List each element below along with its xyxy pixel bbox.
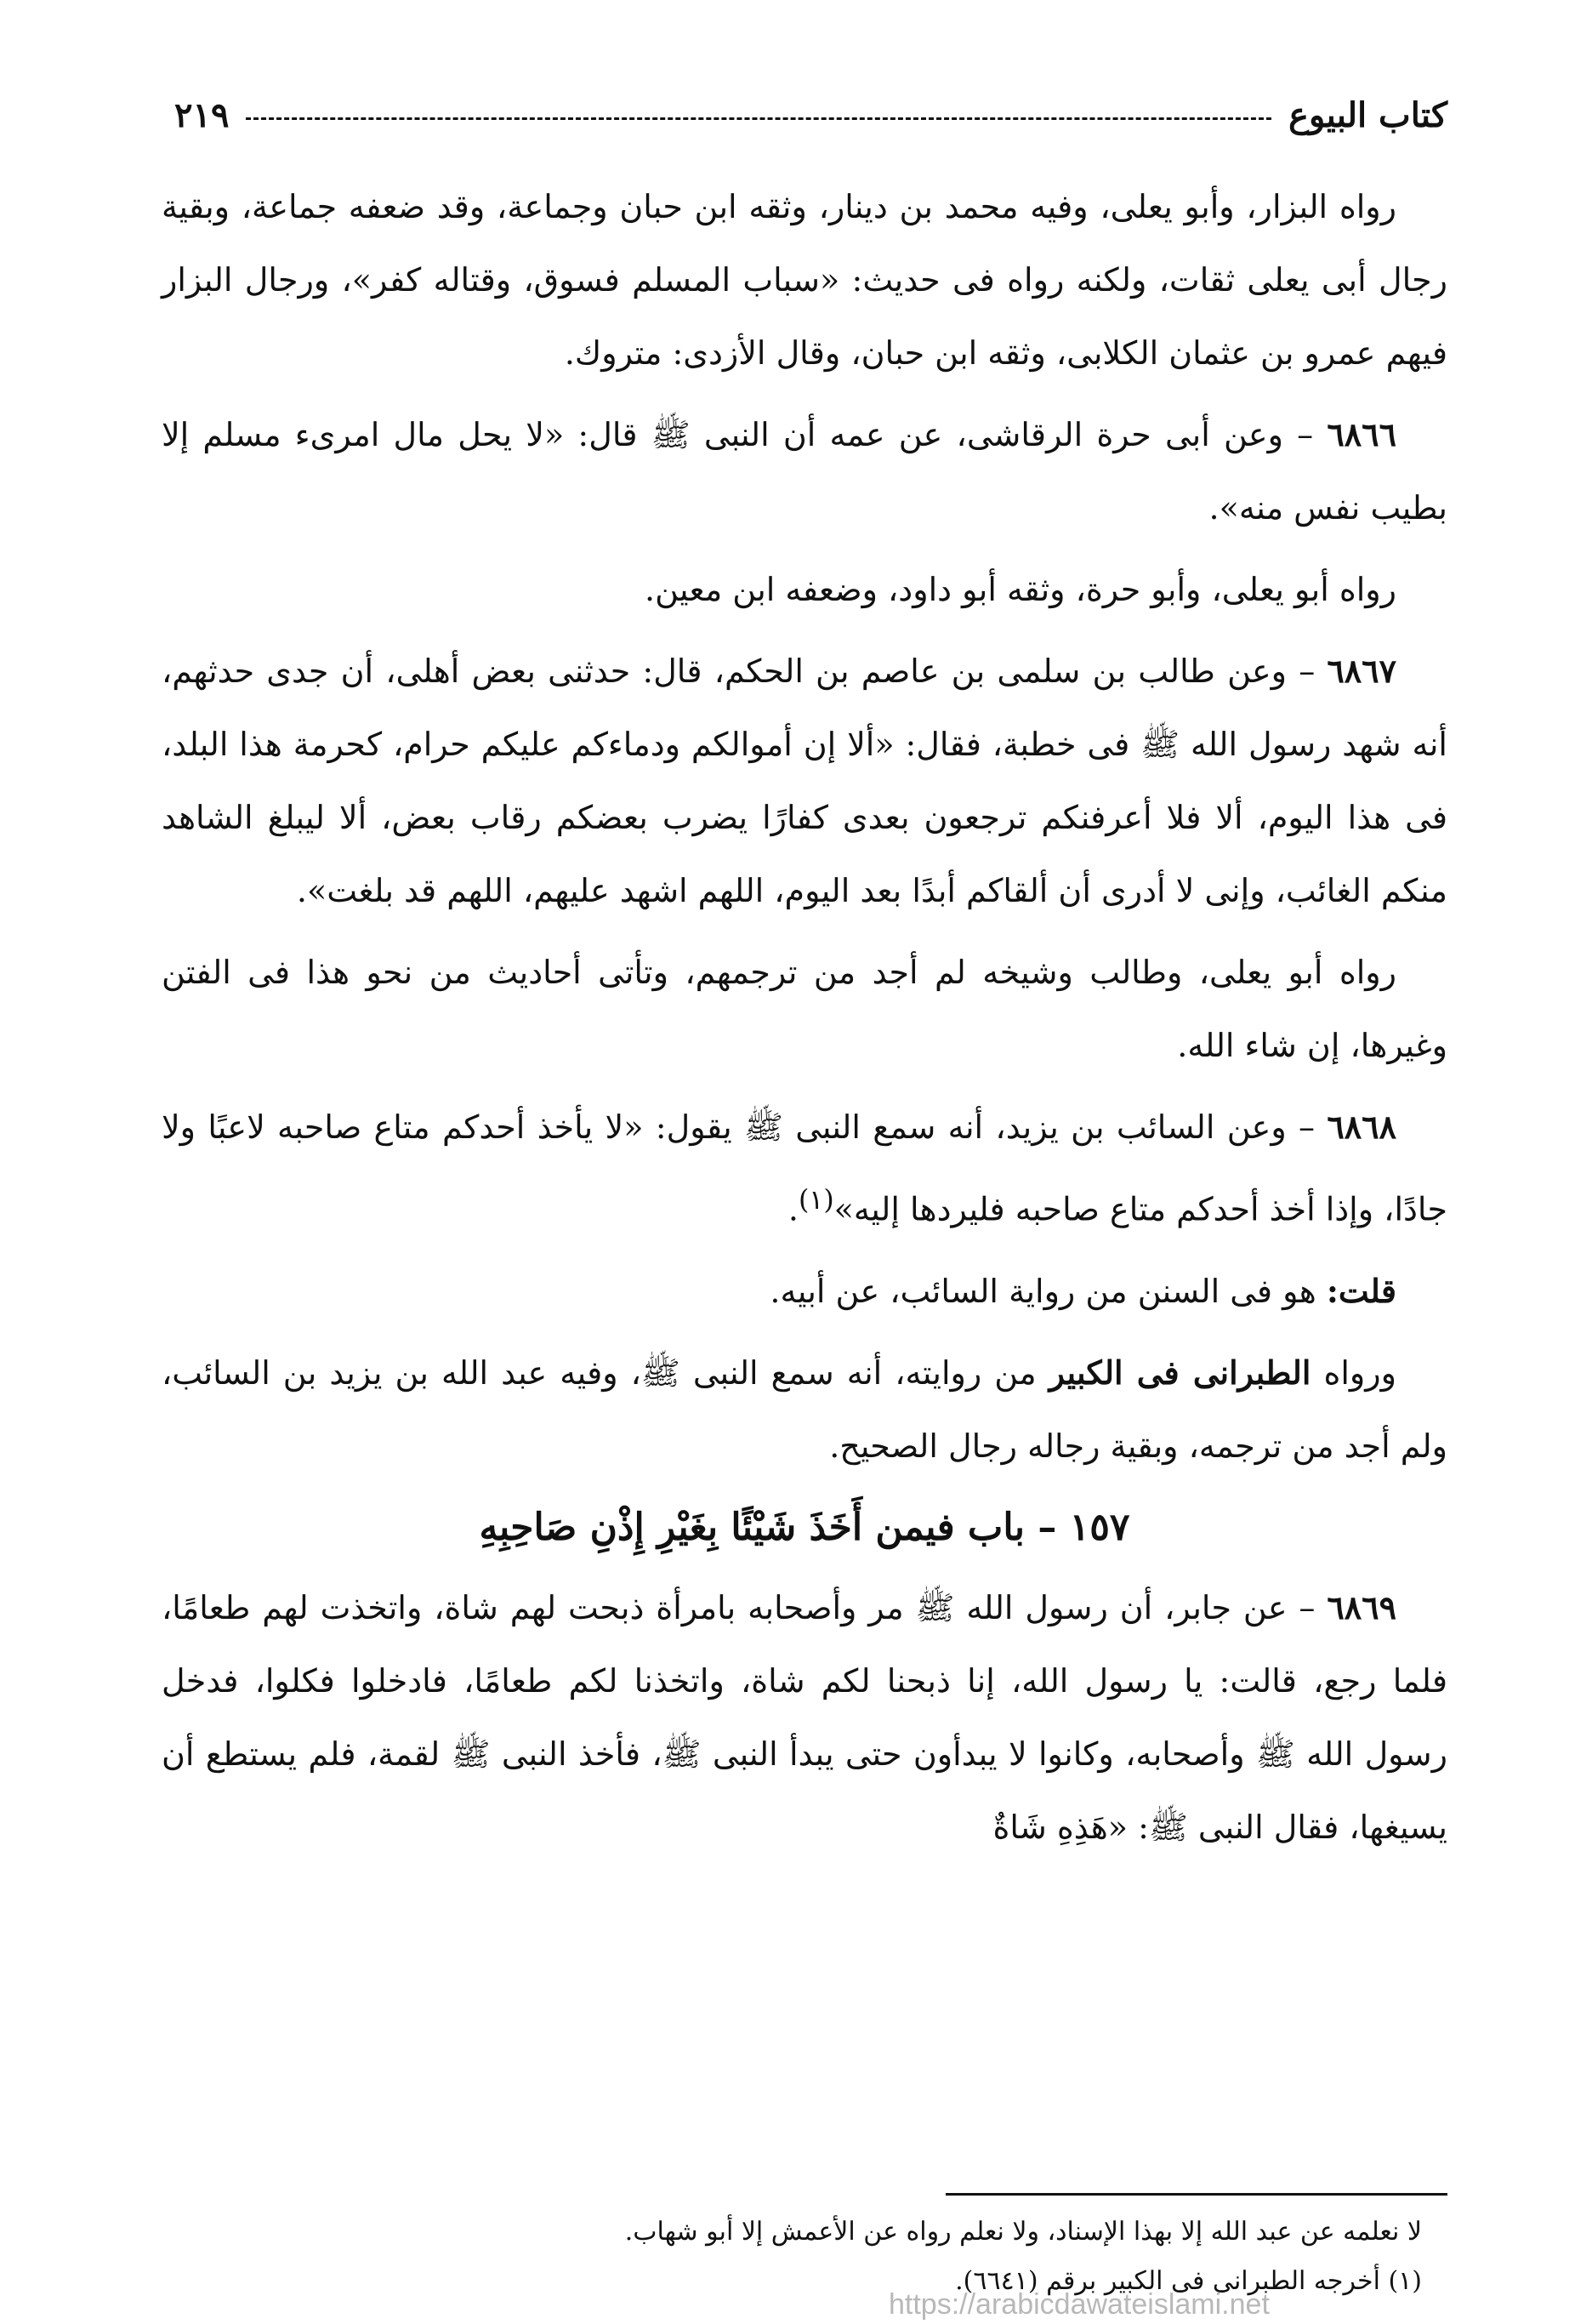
paragraph-commentary-1: رواه البزار، وأبو يعلى، وفيه محمد بن دينار، وثقه ابن حبان وجماعة، وقد ضعفه جماعة، وبقية رجال أبى يعلى ثقات، ولكنه رواه فى حديث: «سباب المسلم فسوق، وقتاله كفر»، ورجال البزار فيهم عمرو بن عثمان الكلابى، وثقه ابن حبان، وقال الأزدى: متروك. xyxy=(162,188,1447,372)
hadith-text: – وعن أبى حرة الرقاشى، عن عمه أن النبى ﷺ قال: «لا يحل مال امرىء مسلم إلا بطيب نفس منه». xyxy=(162,416,1447,527)
footnote-reference: (١) xyxy=(798,1185,834,1216)
hadith-6866 xyxy=(162,398,1447,544)
book-title: كتاب البيوع xyxy=(1288,94,1447,135)
header-dashed-rule xyxy=(246,117,1271,120)
qult-text: هو فى السنن من رواية السائب، عن أبيه. xyxy=(770,1272,1316,1310)
page-header xyxy=(174,85,1447,145)
hadith-number: ٦٨٦٨ xyxy=(1327,1108,1396,1146)
page-number: ٢١٩ xyxy=(174,94,230,135)
hadith-text: – وعن طالب بن سلمى بن عاصم بن الحكم، قال: حدثنى بعض أهلى، أن جدى حدثهم، أنه شهد رسول الله ﷺ فى خطبة، فقال: «ألا إن أموالكم ودماءكم عليكم حرام، كحرمة هذا البلد، فى هذا اليوم، ألا فلا أعرفنكم ترجعون بعدى كفارًا يضرب بعضكم رقاب بعض، ألا ليبلغ الشاهد منكم الغائب، وإنى لا أدرى أن ألقاكم أبدًا بعد اليوم، اللهم اشهد عليهم، اللهم قد بلغت». xyxy=(162,652,1447,909)
hadith-text: – عن جابر، أن رسول الله ﷺ مر وأصحابه بامرأة ذبحت لهم شاة، واتخذت لهم طعامًا، فلما رجع، قالت: يا رسول الله، إنا ذبحنا لكم شاة، واتخذنا لكم طعامًا، فادخلوا فكلوا، فدخل رسول الله ﷺ وأصحابه، وكانوا لا يبدأون حتى يبدأ النبى ﷺ، فأخذ النبى ﷺ لقمة، فلم يستطع أن يسيغها، فقال النبى ﷺ: «هَذِهِ شَاةٌ xyxy=(162,1588,1447,1846)
source-name: الطبرانى فى الكبير xyxy=(1049,1353,1311,1392)
hadith-6868: ٦٨٦٨ – وعن السائب بن يزيد، أنه سمع النبى ﷺ يقول: «لا يأخذ أحدكم متاع صاحبه لاعبًا ولا جادًا، وإذا أخذ أحدكم متاع صاحبه فليردها إليه»$^{(١)}$. xyxy=(162,1108,1447,1228)
watermark-url: https://arabicdawateislami.net xyxy=(889,2288,1270,2321)
hadith-6869 xyxy=(162,1571,1447,1864)
paragraph-commentary-4: ورواه الطبرانى فى الكبير من روايته، أنه سمع النبى ﷺ، وفيه عبد الله بن يزيد بن السائب، ولم أجد من ترجمه، وبقية رجاله رجال الصحيح. xyxy=(162,1353,1447,1465)
paragraph-commentary-2: رواه أبو يعلى، وأبو حرة، وثقه أبو داود، وضعفه ابن معين. xyxy=(645,571,1396,608)
footnote-1: (١) أخرجه الطبرانى فى الكبير برقم (٦٦٤١). xyxy=(955,2266,1422,2296)
hadith-number: ٦٨٦٦ xyxy=(1327,415,1396,453)
hadith-6867 xyxy=(162,635,1447,927)
qult-label: قلت: xyxy=(1326,1271,1396,1310)
chapter-title: ١٥٧ – باب فيمن أَخَذَ شَيْئًا بِغَيْرِ إِذْنِ صَاحِبِهِ xyxy=(479,1505,1130,1549)
hadith-number: ٦٨٦٩ xyxy=(1327,1587,1396,1626)
footnote-continuation: لا نعلمه عن عبد الله إلا بهذا الإسناد، ولا نعلم رواه عن الأعمش إلا أبو شهاب. xyxy=(624,2217,1422,2247)
hadith-text: – وعن السائب بن يزيد، أنه سمع النبى ﷺ يقول: «لا يأخذ أحدكم متاع صاحبه لاعبًا ولا جادًا، وإذا أخذ أحدكم متاع صاحبه فليردها إليه» xyxy=(162,1108,1447,1228)
paragraph-commentary-3: رواه أبو يعلى، وطالب وشيخه لم أجد من ترجمهم، وتأتى أحاديث من نحو هذا فى الفتن وغيرها، إن شاء الله. xyxy=(162,954,1447,1064)
paragraph-qult xyxy=(162,1255,1447,1328)
hadith-number: ٦٨٦٧ xyxy=(1327,652,1396,690)
footnote-divider xyxy=(946,2193,1447,2196)
main-text xyxy=(162,170,1447,1872)
